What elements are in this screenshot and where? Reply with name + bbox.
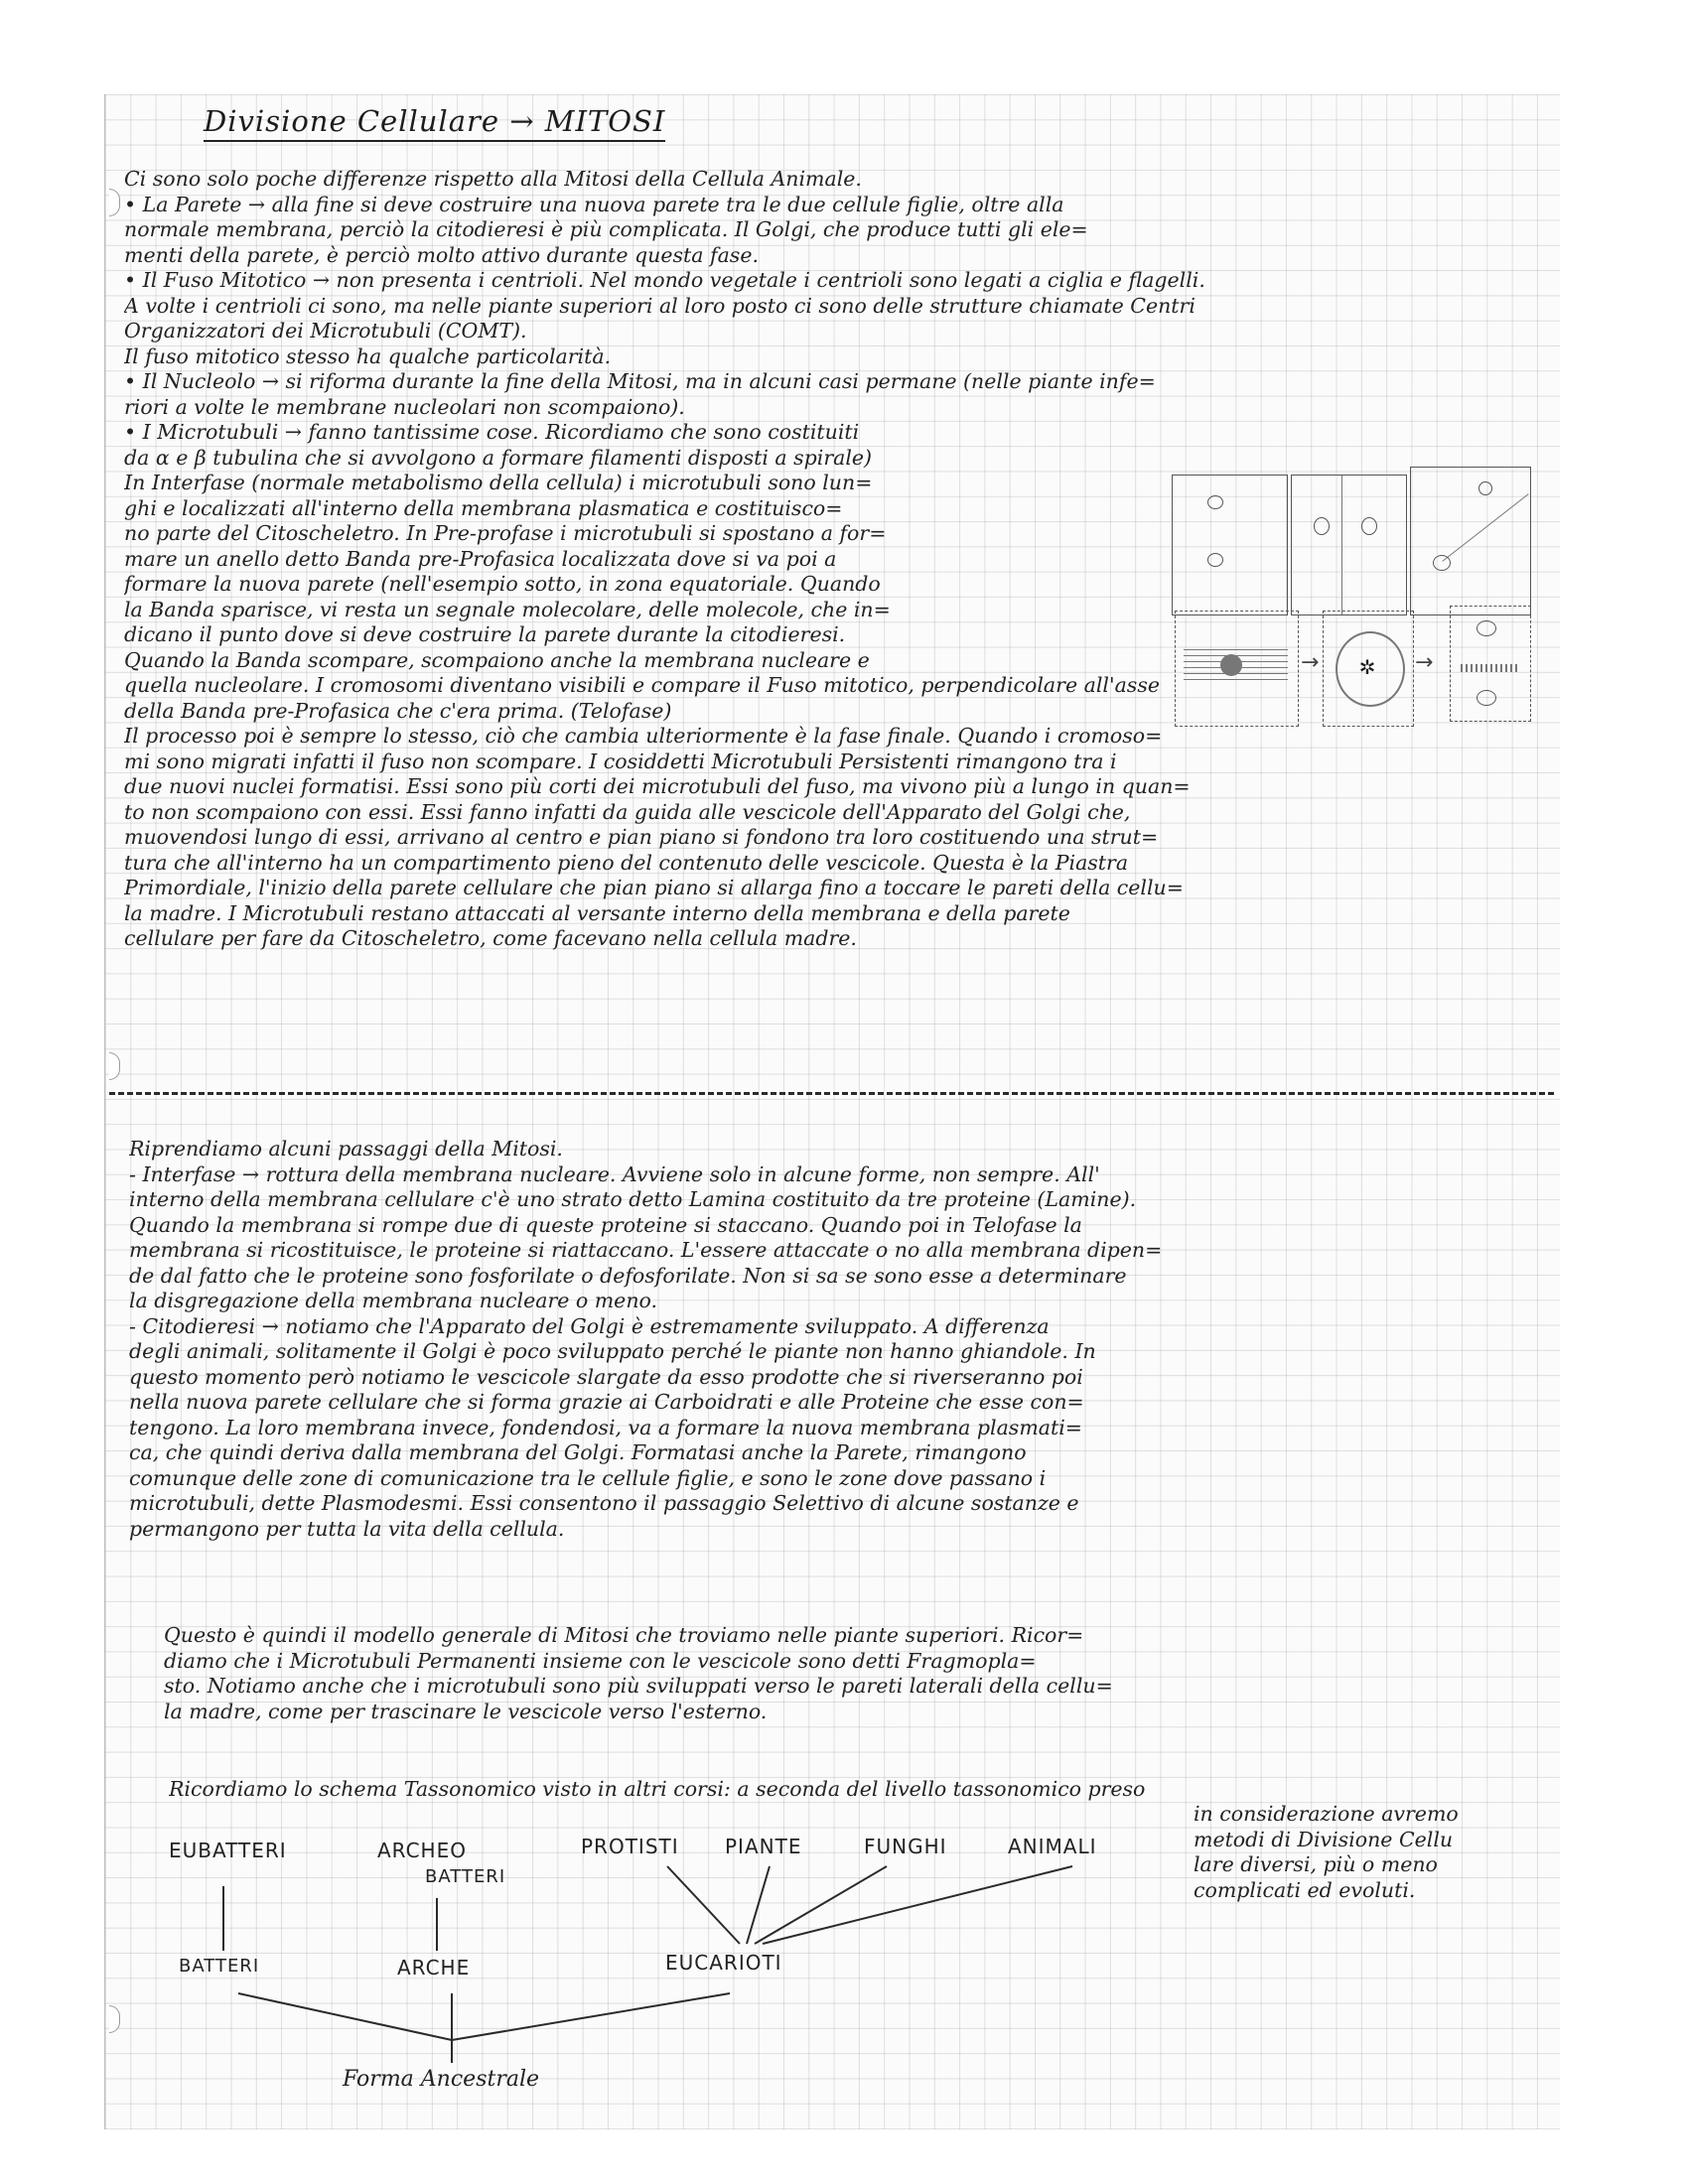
text-line: sto. Notiamo anche che i microtubuli sono più sviluppati verso le pareti laterali della cellu= bbox=[164, 1674, 1113, 1698]
text-line: Il fuso mitotico stesso ha qualche particolarità. bbox=[124, 343, 612, 368]
text-line: della Banda pre-Profasica che c'era prima. (Telofase) bbox=[124, 698, 672, 723]
arrow-icon: → bbox=[1301, 650, 1320, 675]
text-line: degli animali, solitamente il Golgi è poco sviluppato perché le piante non hanno ghiandole. In bbox=[129, 1339, 1096, 1363]
text-line: • I Microtubuli → fanno tantissime cose. Ricordiamo che sono costituiti bbox=[124, 420, 860, 444]
text-line: tura che all'interno ha un compartimento pieno del contenuto delle vescicole. Questa è la Piastra bbox=[124, 850, 1129, 875]
taxon-eubatteri: EUBATTERI bbox=[169, 1839, 287, 1862]
text-line: diamo che i Microtubuli Permanenti insieme con le vescicole sono detti Fragmopla= bbox=[164, 1648, 1037, 1673]
text-line: - Interfase → rottura della membrana nucleare. Avviene solo in alcune forme, non sempre. All' bbox=[129, 1161, 1100, 1186]
text-line: - Citodieresi → notiamo che l'Apparato del Golgi è estremamente sviluppato. A differenza bbox=[129, 1313, 1050, 1338]
text-line: no parte del Citoscheletro. In Pre-profase i microtubuli si spostano a for= bbox=[124, 521, 887, 545]
chromosome-icon: ✲ bbox=[1358, 655, 1376, 679]
side-note-line: complicati ed evoluti. bbox=[1194, 1877, 1416, 1902]
taxon-arche: ARCHE bbox=[397, 1956, 471, 1979]
text-line: formare la nuova parete (nell'esempio sotto, in zona equatoriale. Quando bbox=[124, 572, 881, 596]
text-line: normale membrana, perciò la citodieresi è più complicata. Il Golgi, che produce tutti gli ele= bbox=[124, 217, 1088, 241]
text-line: microtubuli, dette Plasmodesmi. Essi consentono il passaggio Selettivo di alcune sostanze e bbox=[129, 1491, 1079, 1515]
text-line: Organizzatori dei Microtubuli (COMT). bbox=[124, 319, 527, 342]
text-line: questo momento però notiamo le vescicole slargate da esso prodotte che si riverseranno poi bbox=[129, 1364, 1083, 1389]
text-line: Ci sono solo poche differenze rispetto alla Mitosi della Cellula Animale. bbox=[124, 167, 862, 191]
text-line: muovendosi lungo di essi, arrivano al centro e pian piano si fondono tra loro costituendo una strut= bbox=[124, 825, 1159, 849]
text-line: Primordiale, l'inizio della parete cellulare che pian piano si allarga fino a toccare le pareti della cellu= bbox=[124, 876, 1184, 899]
text-line: • Il Fuso Mitotico → non presenta i centrioli. Nel mondo vegetale i centrioli sono legati a ciglia e flagelli. bbox=[124, 268, 1205, 292]
text-line: la Banda sparisce, vi resta un segnale molecolare, delle molecole, che in= bbox=[124, 597, 891, 621]
text-line: cellulare per fare da Citoscheletro, come facevano nella cellula madre. bbox=[124, 926, 857, 950]
text-line: la disgregazione della membrana nucleare o meno. bbox=[129, 1289, 658, 1312]
taxonomy-intro-text: Ricordiamo lo schema Tassonomico visto in altri corsi: a seconda del livello tassonomico preso bbox=[169, 1777, 1146, 1801]
text-line: comunque delle zone di comunicazione tra le cellule figlie, e sono le zone dove passano i bbox=[129, 1465, 1047, 1490]
text-line: Quando la membrana si rompe due di queste proteine si staccano. Quando poi in Telofase la bbox=[129, 1212, 1082, 1237]
side-note-line: lare diversi, più o meno bbox=[1194, 1852, 1438, 1876]
arrow-icon: → bbox=[1415, 650, 1434, 675]
text-line: • La Parete → alla fine si deve costruire una nuova parete tra le due cellule figlie, oltre alla bbox=[124, 192, 1064, 216]
text-line: mare un anello detto Banda pre-Profasica localizzata dove si va poi a bbox=[124, 546, 837, 571]
text-line: due nuovi nuclei formatisi. Essi sono più corti dei microtubuli del fuso, ma vivono più a lungo in quan= bbox=[124, 774, 1191, 798]
text-line: tengono. La loro membrana invece, fondendosi, va a formare la nuova membrana plasmati= bbox=[129, 1415, 1082, 1439]
taxon-archeo: ARCHEO bbox=[377, 1839, 467, 1862]
text-line: riori a volte le membrane nucleolari non scompaiono). bbox=[124, 394, 685, 419]
text-line: Questo è quindi il modello generale di Mitosi che troviamo nelle piante superiori. Ricor= bbox=[164, 1623, 1084, 1647]
side-note-line: metodi di Divisione Cellu bbox=[1194, 1827, 1454, 1851]
taxon-eucarioti: EUCARIOTI bbox=[665, 1951, 782, 1975]
taxon-root: Forma Ancestrale bbox=[343, 2067, 540, 2092]
text-line: In Interfase (normale metabolismo della cellula) i microtubuli sono lun= bbox=[124, 471, 873, 494]
taxon-batteri: BATTERI bbox=[179, 1956, 260, 1977]
page-title: Divisione Cellulare → MITOSI bbox=[204, 104, 665, 142]
text-line: ghi e localizzati all'interno della membrana plasmatica e costituisco= bbox=[124, 495, 843, 520]
taxon-protisti: PROTISTI bbox=[581, 1835, 679, 1858]
text-line: dicano il punto dove si deve costruire la parete durante la citodieresi. bbox=[124, 622, 846, 646]
text-line: nella nuova parete cellulare che si forma grazie ai Carboidrati e alle Proteine che esse con= bbox=[129, 1390, 1084, 1414]
text-line: membrana si ricostituisce, le proteine si riattaccano. L'essere attaccate o no alla membrana dipen= bbox=[129, 1238, 1163, 1262]
taxon-piante: PIANTE bbox=[725, 1835, 802, 1858]
text-line: A volte i centrioli ci sono, ma nelle piante superiori al loro posto ci sono delle strutture chiamate Centri bbox=[124, 293, 1196, 318]
text-line: ca, che quindi deriva dalla membrana del Golgi. Formatasi anche la Parete, rimangono bbox=[129, 1440, 1027, 1464]
taxon-archeo-batteri: BATTERI bbox=[425, 1866, 506, 1887]
text-line: quella nucleolare. I cromosomi diventano visibili e compare il Fuso mitotico, perpendicolare all'asse bbox=[124, 673, 1160, 697]
text-line: • Il Nucleolo → si riforma durante la fine della Mitosi, ma in alcuni casi permane (nelle piante infe= bbox=[124, 369, 1156, 393]
side-note-line: in considerazione avremo bbox=[1194, 1802, 1459, 1826]
text-line: menti della parete, è perciò molto attivo durante questa fase. bbox=[124, 242, 759, 267]
text-line: to non scompaiono con essi. Essi fanno infatti da guida alle vescicole dell'Apparato del Golgi che, bbox=[124, 799, 1131, 824]
text-line: la madre, come per trascinare le vescicole verso l'esterno. bbox=[164, 1699, 768, 1723]
text-line: la madre. I Microtubuli restano attaccati al versante interno della membrana e della parete bbox=[124, 900, 1070, 925]
text-line: mi sono migrati infatti il fuso non scompare. I cosiddetti Microtubuli Persistenti rimangono tra i bbox=[124, 749, 1117, 773]
text-line: interno della membrana cellulare c'è uno strato detto Lamina costituito da tre proteine (Lamine). bbox=[129, 1187, 1137, 1211]
text-line: permangono per tutta la vita della cellula. bbox=[129, 1516, 565, 1541]
taxon-animali: ANIMALI bbox=[1008, 1835, 1097, 1858]
text-line: de dal fatto che le proteine sono fosforilate o defosforilate. Non si sa se sono esse a determinare bbox=[129, 1263, 1127, 1288]
text-line: Quando la Banda scompare, scompaiono anche la membrana nucleare e bbox=[124, 647, 870, 672]
text-line: da α e β tubulina che si avvolgono a formare filamenti disposti a spirale) bbox=[124, 445, 873, 470]
taxon-funghi: FUNGHI bbox=[864, 1835, 947, 1858]
text-line: Il processo poi è sempre lo stesso, ciò che cambia ulteriormente è la fase finale. Quando i cromoso= bbox=[124, 724, 1163, 748]
text-line: Riprendiamo alcuni passaggi della Mitosi. bbox=[129, 1137, 563, 1160]
